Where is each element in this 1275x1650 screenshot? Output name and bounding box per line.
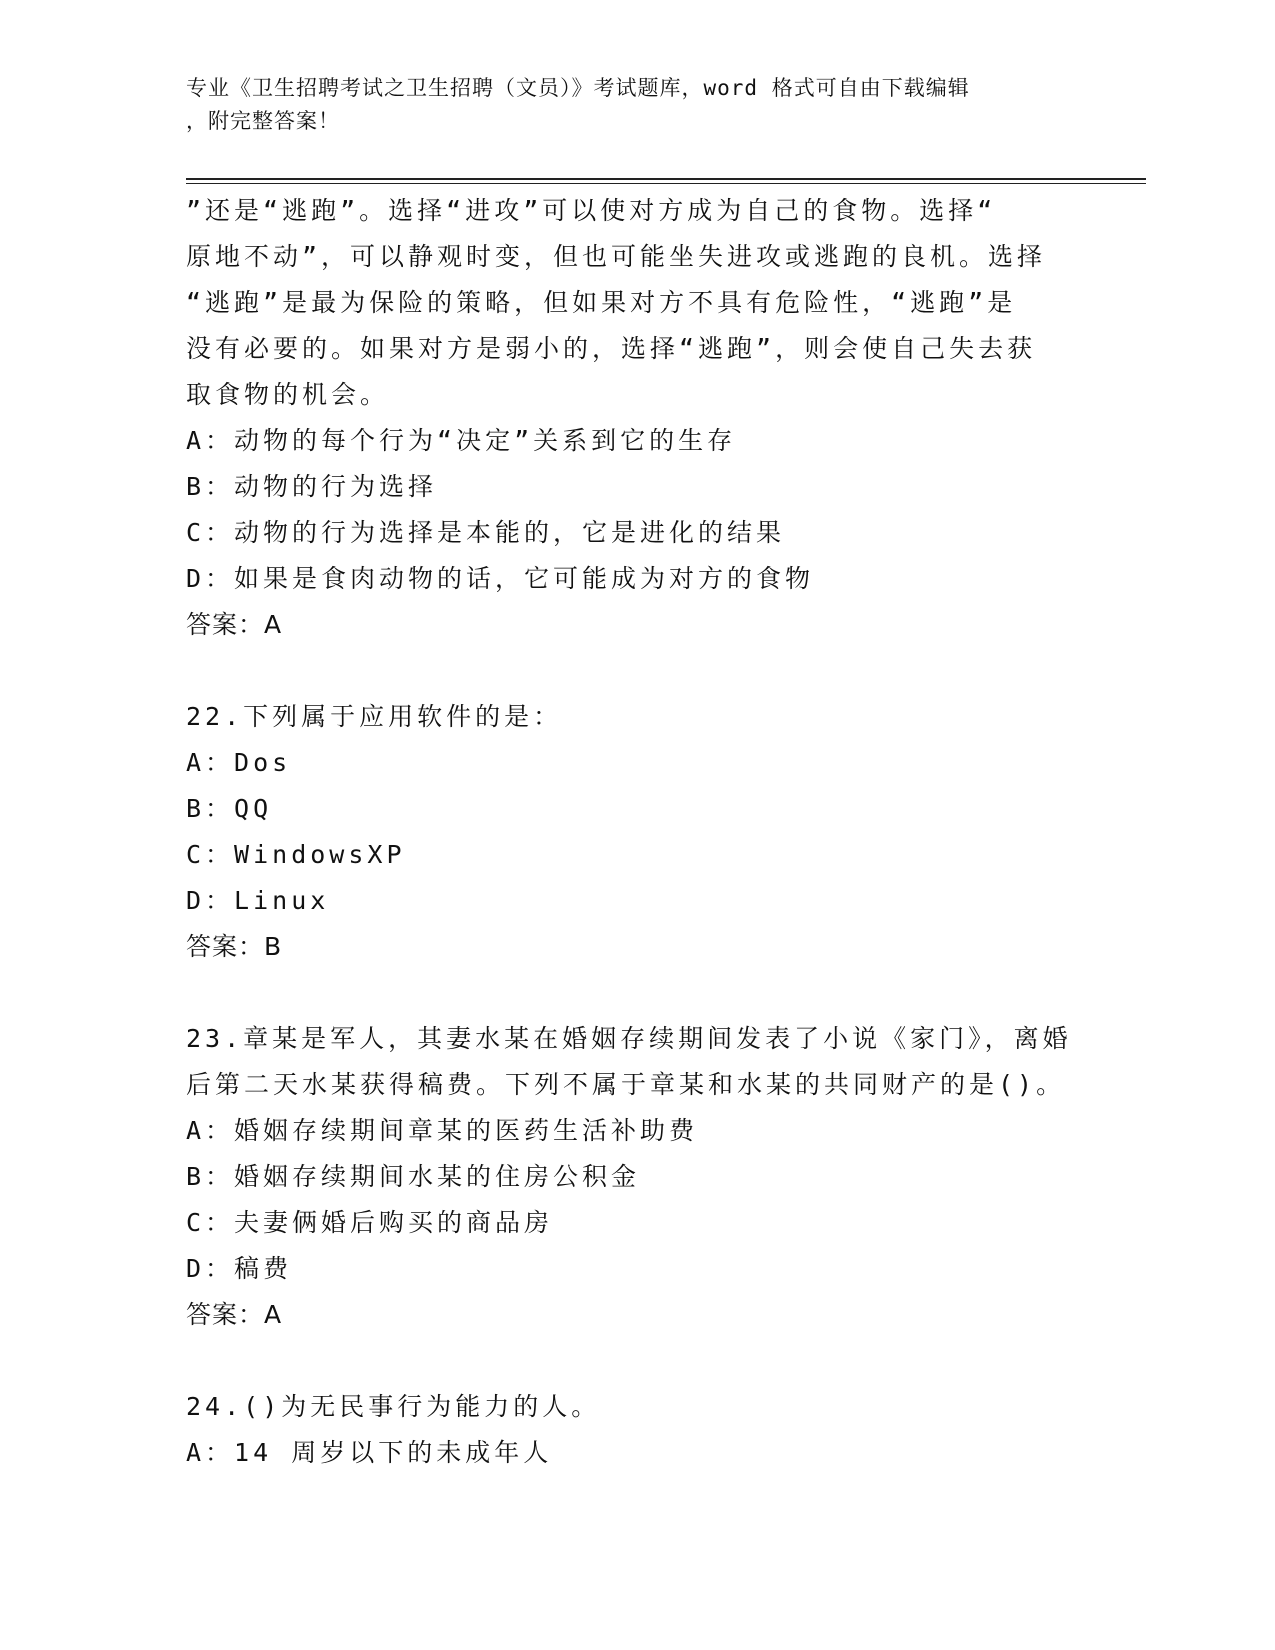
question-24 bbox=[186, 1384, 1086, 1476]
option-a: A：14 周岁以下的未成年人 bbox=[186, 1438, 553, 1467]
question-stem: 24.()为无民事行为能力的人。 bbox=[186, 1392, 601, 1421]
answer-line: 答案：B bbox=[186, 932, 283, 961]
option-c: C：动物的行为选择是本能的，它是进化的结果 bbox=[186, 518, 786, 547]
option-b: B：动物的行为选择 bbox=[186, 472, 438, 501]
option-a: A：动物的每个行为“决定”关系到它的生存 bbox=[186, 426, 737, 455]
question-22 bbox=[186, 694, 1086, 970]
passage-line: 原地不动”，可以静观时变，但也可能坐失进攻或逃跑的良机。选择 bbox=[186, 242, 1047, 271]
option-d: D：Linux bbox=[186, 886, 330, 915]
answer-line: 答案：A bbox=[186, 1300, 283, 1329]
option-b: B：婚姻存续期间水某的住房公积金 bbox=[186, 1162, 641, 1191]
document-header bbox=[186, 72, 1086, 138]
header-divider-thick bbox=[186, 178, 1146, 180]
passage-line: 取食物的机会。 bbox=[186, 380, 390, 409]
option-a: A：Dos bbox=[186, 748, 292, 777]
option-c: C：WindowsXP bbox=[186, 840, 406, 869]
header-divider-thin bbox=[186, 183, 1146, 184]
question-21-continued bbox=[186, 188, 1086, 648]
option-d: D：如果是食肉动物的话，它可能成为对方的食物 bbox=[186, 564, 815, 593]
passage-line: 没有必要的。如果对方是弱小的，选择“逃跑”，则会使自己失去获 bbox=[186, 334, 1037, 363]
document-body bbox=[186, 188, 1086, 1476]
option-c: C：夫妻俩婚后购买的商品房 bbox=[186, 1208, 554, 1237]
header-line-2: ，附完整答案！ bbox=[186, 109, 340, 133]
passage-line: ”还是“逃跑”。选择“进攻”可以使对方成为自己的食物。选择“ bbox=[186, 196, 997, 225]
answer-line: 答案：A bbox=[186, 610, 283, 639]
spacer bbox=[186, 970, 1086, 1016]
question-stem: 22.下列属于应用软件的是： bbox=[186, 702, 563, 731]
option-d: D：稿费 bbox=[186, 1254, 293, 1283]
spacer bbox=[186, 648, 1086, 694]
passage-line: “逃跑”是最为保险的策略，但如果对方不具有危险性，“逃跑”是 bbox=[186, 288, 1017, 317]
question-stem: 后第二天水某获得稿费。下列不属于章某和水某的共同财产的是()。 bbox=[186, 1070, 1066, 1099]
question-stem: 23.章某是军人，其妻水某在婚姻存续期间发表了小说《家门》，离婚 bbox=[186, 1024, 1072, 1053]
header-line-1: 专业《卫生招聘考试之卫生招聘（文员）》考试题库，word 格式可自由下载编辑 bbox=[186, 76, 970, 100]
option-b: B：QQ bbox=[186, 794, 273, 823]
option-a: A：婚姻存续期间章某的医药生活补助费 bbox=[186, 1116, 699, 1145]
question-23 bbox=[186, 1016, 1086, 1338]
spacer bbox=[186, 1338, 1086, 1384]
